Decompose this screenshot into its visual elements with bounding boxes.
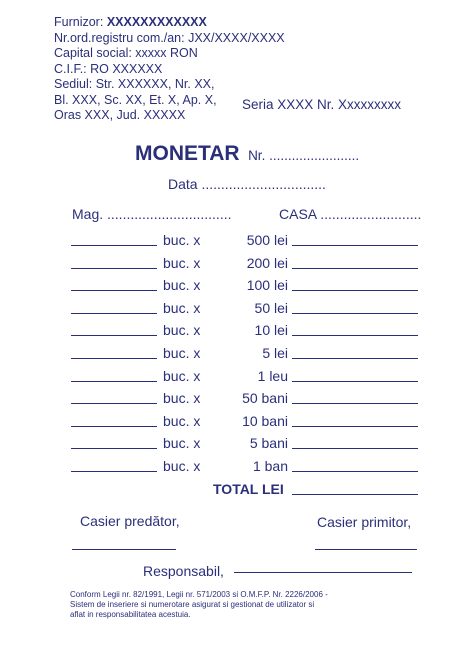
responsible-label: Responsabil, (143, 563, 224, 579)
unit-label: buc. x (163, 255, 201, 271)
amount-field[interactable] (292, 335, 418, 336)
quantity-field[interactable] (71, 335, 157, 336)
amount-field[interactable] (292, 268, 418, 269)
unit-label: buc. x (163, 232, 201, 248)
cashier-out-signature-field[interactable] (72, 549, 176, 550)
fiscal-code: C.I.F.: RO XXXXXX (54, 61, 163, 76)
quantity-field[interactable] (71, 290, 157, 291)
cashier-out-label: Casier predător, (80, 513, 180, 529)
denomination-label: 10 lei (254, 322, 288, 338)
cashier-in-label: Casier primitor, (317, 514, 412, 530)
amount-field[interactable] (292, 471, 418, 472)
unit-label: buc. x (163, 277, 201, 293)
denomination-label: 1 leu (257, 368, 288, 384)
unit-label: buc. x (163, 413, 201, 429)
address-line-2: Bl. XXX, Sc. XX, Et. X, Ap. X, (54, 92, 217, 107)
quantity-field[interactable] (71, 245, 157, 246)
unit-label: buc. x (163, 458, 201, 474)
address-line-1: Sediul: Str. XXXXXX, Nr. XX, (54, 77, 215, 91)
quantity-field[interactable] (71, 358, 157, 359)
quantity-field[interactable] (71, 313, 157, 314)
amount-field[interactable] (292, 290, 418, 291)
amount-field[interactable] (292, 358, 418, 359)
amount-field[interactable] (292, 426, 418, 427)
responsible-signature-field[interactable] (234, 572, 412, 573)
total-label: TOTAL LEI (213, 481, 284, 497)
store-field[interactable]: Mag. ................................ (72, 206, 232, 222)
quantity-field[interactable] (71, 426, 157, 427)
amount-field[interactable] (292, 403, 418, 404)
address-line-3: Oras XXX, Jud. XXXXX (54, 108, 186, 122)
denomination-label: 200 lei (246, 255, 288, 271)
supplier-name: XXXXXXXXXXXX (106, 15, 207, 29)
denomination-label: 10 bani (242, 413, 288, 429)
denomination-label: 50 lei (254, 300, 288, 316)
quantity-field[interactable] (71, 471, 157, 472)
quantity-field[interactable] (71, 448, 157, 449)
denomination-label: 500 lei (246, 232, 288, 248)
amount-field[interactable] (292, 245, 418, 246)
date-field[interactable]: Data ................................ (168, 176, 326, 192)
denomination-label: 50 bani (242, 390, 288, 406)
footer-line: aflat in responsabilitatea acestuia. (70, 610, 191, 619)
unit-label: buc. x (163, 322, 201, 338)
unit-label: buc. x (163, 368, 201, 384)
document-title-line (135, 142, 359, 166)
denomination-label: 5 bani (249, 435, 288, 451)
quantity-field[interactable] (71, 268, 157, 269)
denomination-label: 5 lei (262, 345, 288, 361)
unit-label: buc. x (163, 390, 201, 406)
unit-label: buc. x (163, 435, 201, 451)
unit-label: buc. x (163, 345, 201, 361)
series-number: Seria XXXX Nr. Xxxxxxxxx (242, 97, 402, 112)
footer-line: Sistem de inseriere si numerotare asigurat si gestionat de utilizator si (70, 600, 315, 609)
supplier-label: Furnizor: (54, 15, 104, 29)
unit-label: buc. x (163, 300, 201, 316)
amount-field[interactable] (292, 448, 418, 449)
cashier-in-signature-field[interactable] (315, 549, 417, 550)
amount-field[interactable] (292, 313, 418, 314)
cash-register-field[interactable]: CASA .......................... (279, 206, 422, 222)
share-capital: Capital social: xxxxx RON (54, 46, 198, 60)
page-title: MONETAR (135, 142, 240, 165)
legal-footer (70, 590, 328, 620)
denomination-label: 1 ban (252, 458, 288, 474)
quantity-field[interactable] (71, 403, 157, 404)
document-number-field[interactable]: Nr. ........................ (248, 148, 360, 163)
supplier-line (54, 15, 285, 31)
amount-field[interactable] (292, 381, 418, 382)
denomination-label: 100 lei (246, 277, 288, 293)
footer-line: Conform Legii nr. 82/1991, Legii nr. 571/2003 si O.M.F.P. Nr. 2226/2006 - (70, 590, 328, 599)
total-field[interactable] (292, 494, 418, 495)
quantity-field[interactable] (71, 381, 157, 382)
registry-number: Nr.ord.registru com./an: JXX/XXXX/XXXX (54, 30, 285, 45)
